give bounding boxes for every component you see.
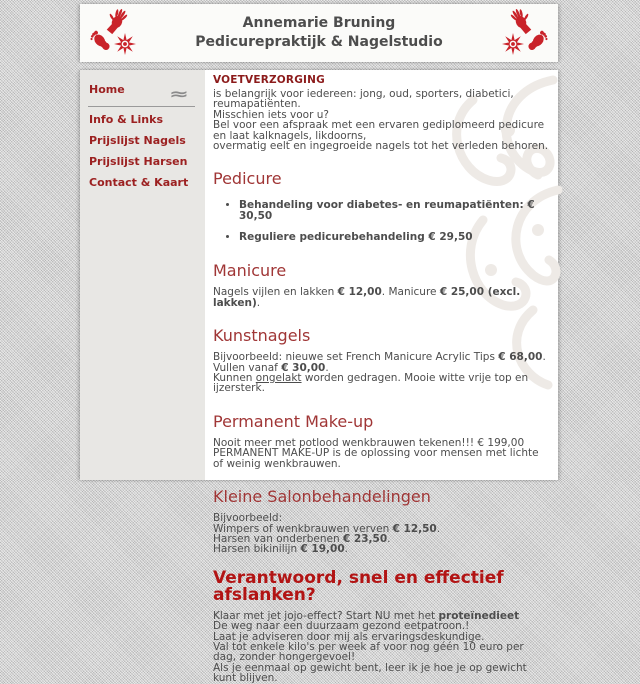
text-segment: . Manicure <box>381 286 440 299</box>
price-bullet: • Reguliere pedicurebehandeling € 29,50 <box>239 232 550 243</box>
intro-line: Bel voor een afspraak met een ervaren gediplomeerd pedicure en laat kalknagels, likdoorns, <box>213 119 545 142</box>
site-title-line2: Pedicurepraktijk & Nagelstudio <box>195 34 443 50</box>
text-segment: Harsen van onderbenen <box>213 532 343 545</box>
section-heading: Verantwoord, snel en effectief afslanken? <box>213 567 504 605</box>
sidebar-item-contact-kaart[interactable]: Contact & Kaart <box>89 176 189 189</box>
text-line <box>213 642 550 663</box>
text-segment: Klaar met jet jojo-effect? Start NU met het <box>213 609 439 622</box>
wave-icon: ≈ <box>169 85 187 103</box>
sidebar-item-info-links[interactable]: Info & Links <box>89 113 163 126</box>
sidebar-item-home[interactable]: Home <box>89 83 125 96</box>
intro-section <box>213 74 550 151</box>
section-text <box>213 352 550 394</box>
text-line <box>213 663 550 684</box>
text-segment: . <box>387 532 391 545</box>
text-segment: . <box>256 296 261 309</box>
text-segment: Nooit meer met potlood wenkbrauwen tekenen!!! € 199,00 <box>213 436 525 449</box>
intro-title: VOETVERZORGING <box>213 74 325 86</box>
text-segment: € 12,00 <box>337 286 382 299</box>
intro-line: is belangrijk voor iedereen: jong, oud, sporters, diabetici, reumapatiënten. <box>213 88 514 111</box>
text-segment: Bijvoorbeeld: <box>213 512 283 525</box>
text-segment: € 23,50 <box>342 532 388 545</box>
sidebar-item-prijslijst-nagels[interactable]: Prijslijst Nagels <box>89 134 186 147</box>
hand-foot-star-logo <box>84 5 140 61</box>
site-title-line1: Annemarie Bruning <box>242 15 396 31</box>
text-segment: € 19,00 <box>300 543 345 556</box>
text-segment: . <box>344 543 348 556</box>
text-segment: Val tot enkele kilo's per week af voor nog géén 10 euro per dag, zonder hongergevoel! <box>213 640 524 664</box>
text-segment: Als je eenmaal op gewicht bent, leer ik je hoe je op gewicht kunt blijven. <box>213 661 527 684</box>
section-heading: Kunstnagels <box>213 326 311 346</box>
section-heading: Manicure <box>213 261 287 281</box>
content-area <box>205 70 558 684</box>
text-segment: Bijvoorbeeld: nieuwe set French Manicure Acrylic Tips <box>213 351 499 364</box>
site-title <box>140 14 498 52</box>
text-line <box>213 448 550 469</box>
section-text <box>213 287 550 308</box>
text-segment: Laat je adviseren door mij als ervaringsdeskundige. <box>213 630 485 643</box>
text-line <box>213 373 550 394</box>
section-heading: Pedicure <box>213 169 282 189</box>
text-segment: Nagels vijlen en lakken <box>213 286 338 299</box>
main-area <box>80 70 558 684</box>
section-heading: Kleine Salonbehandelingen <box>213 487 431 507</box>
text-line <box>213 544 550 554</box>
text-line <box>213 287 550 308</box>
text-segment: Harsen bikinilijn <box>213 543 301 556</box>
text-segment: Wimpers of wenkbrauwen verven <box>213 522 393 535</box>
text-segment: Kunnen <box>213 372 256 385</box>
text-segment: proteïnedieet <box>438 609 520 622</box>
text-segment: worden gedragen. Mooie witte vrije top en ijzersterk. <box>213 372 529 395</box>
section-text <box>213 611 550 684</box>
content-sections <box>213 170 550 683</box>
underlined-text: ongelakt <box>255 372 302 385</box>
text-segment: . <box>436 522 441 535</box>
hand-foot-star-logo-mirrored <box>498 5 554 61</box>
text-segment: € 30,00 <box>281 361 326 374</box>
text-segment: De weg naar een duurzaam gezond eetpatroon.! <box>213 620 470 633</box>
intro-line: overmatig eelt en ingegroeide nagels tot het verleden behoren. <box>213 140 549 153</box>
text-segment: . <box>325 361 329 374</box>
section-text <box>213 438 550 469</box>
intro-line: Misschien iets voor u? <box>213 108 329 121</box>
price-bullet: • Behandeling voor diabetes- en reumapatiënten: € 30,50 <box>239 200 550 222</box>
text-segment: Vullen vanaf <box>213 361 282 374</box>
section-heading: Permanent Make-up <box>213 411 374 431</box>
text-segment: . <box>542 351 546 364</box>
text-segment: € 12,50 <box>392 522 437 535</box>
text-segment: € 68,00 <box>498 351 543 364</box>
text-segment: € 25,00 (excl. lakken) <box>213 286 521 309</box>
intro-lines <box>213 89 550 151</box>
sidebar-navigation <box>80 70 205 480</box>
section-text <box>213 513 550 555</box>
site-header <box>80 4 558 62</box>
website-page <box>80 0 558 684</box>
price-bullet-list <box>239 200 550 243</box>
sidebar-item-prijslijst-harsen[interactable]: Prijslijst Harsen <box>89 155 188 168</box>
text-segment: PERMANENT MAKE-UP is de oplossing voor mensen met lichte of weinig wenkbrauwen. <box>213 447 539 470</box>
